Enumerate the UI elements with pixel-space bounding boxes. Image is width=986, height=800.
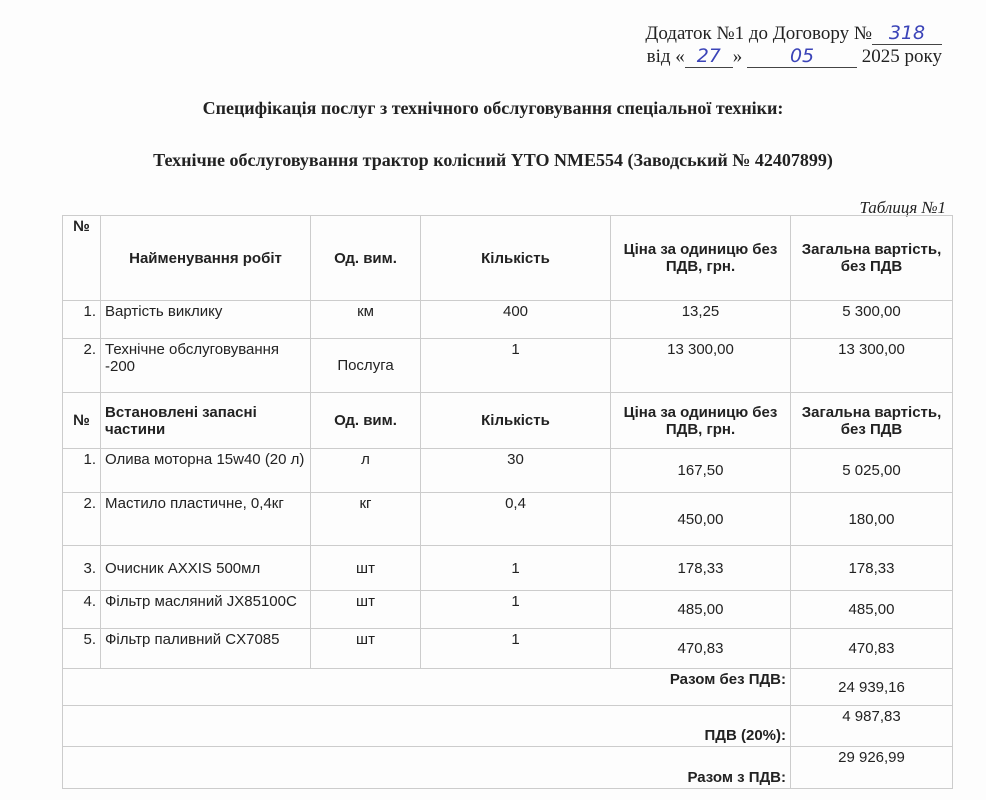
document-title: Специфікація послуг з технічного обслуговування спеціальної техніки: [202,98,784,118]
vat-value: 4 987,83 [791,706,953,747]
vat-label: ПДВ (20%): [63,706,791,747]
cell-unit: шт [311,591,421,629]
header-cell: Од. вим. [311,216,421,301]
cell-total: 5 300,00 [791,301,953,339]
cell-price: 178,33 [611,546,791,591]
cell-total: 180,00 [791,493,953,546]
cell-unit: кг [311,493,421,546]
table-row [63,449,953,493]
header-cell: Од. вим. [311,393,421,449]
header-cell: Кількість [421,393,611,449]
cell-price: 13 300,00 [611,339,791,393]
header-cell: Кількість [421,216,611,301]
cell-no: 4. [63,591,101,629]
cell-unit: км [311,301,421,339]
header-cell: № [63,216,101,301]
cell-no: 3. [63,546,101,591]
cell-price: 470,83 [611,629,791,669]
cell-name: Очисник AXXIS 500мл [101,546,311,591]
cell-name: Фільтр паливний CX7085 [101,629,311,669]
date-quote: » [732,46,743,67]
table-label: Таблиця №1 [859,198,946,217]
total-row [63,669,953,706]
cell-qty: 1 [421,591,611,629]
cell-total: 485,00 [791,591,953,629]
header-cell: № [63,393,101,449]
total-label: Разом без ПДВ: [63,669,791,706]
cell-total: 13 300,00 [791,339,953,393]
grand-total-value: 29 926,99 [791,747,953,789]
cell-no: 5. [63,629,101,669]
contract-number: 318 [872,22,942,45]
document-subtitle: Технічне обслуговування трактор колісний YTO NME554 (Заводський № 42407899) [153,150,833,170]
header-cell: Загальна вартість, без ПДВ [791,393,953,449]
cell-qty: 0,4 [421,493,611,546]
parts-header-row [63,393,953,449]
cell-name: Мастило пластичне, 0,4кг [101,493,311,546]
cell-name: Олива моторна 15w40 (20 л) [101,449,311,493]
date-day: 27 [685,45,733,68]
total-value: 24 939,16 [791,669,953,706]
cell-qty: 1 [421,546,611,591]
cell-qty: 30 [421,449,611,493]
cell-total: 178,33 [791,546,953,591]
cell-price: 485,00 [611,591,791,629]
table-row [63,339,953,393]
grand-total-label: Разом з ПДВ: [63,747,791,789]
header-cell: Ціна за одиницю без ПДВ, грн. [611,393,791,449]
cell-qty: 400 [421,301,611,339]
cell-unit: Послуга [311,339,421,393]
cell-name: Фільтр масляний JX85100C [101,591,311,629]
table-row [63,629,953,669]
table-row [63,493,953,546]
cell-no: 1. [63,301,101,339]
table-row [63,546,953,591]
cell-total: 470,83 [791,629,953,669]
cell-unit: л [311,449,421,493]
grand-total-row [63,747,953,789]
cell-qty: 1 [421,629,611,669]
table-row [63,591,953,629]
appendix-header [645,22,942,68]
header-cell: Ціна за одиницю без ПДВ, грн. [611,216,791,301]
header-cell: Найменування робіт [101,216,311,301]
cell-name: Вартість виклику [101,301,311,339]
cell-total: 5 025,00 [791,449,953,493]
cell-no: 2. [63,339,101,393]
works-header-row [63,216,953,301]
cell-name: Технічне обслуговування -200 [101,339,311,393]
date-month: 05 [747,45,857,68]
date-year: 2025 року [861,46,942,67]
specification-table [62,215,953,789]
cell-no: 2. [63,493,101,546]
cell-price: 13,25 [611,301,791,339]
cell-unit: шт [311,629,421,669]
cell-unit: шт [311,546,421,591]
header-cell: Встановлені запасні частини [101,393,311,449]
appendix-line1: Додаток №1 до Договору № [645,23,872,44]
table-row [63,301,953,339]
vat-row [63,706,953,747]
cell-no: 1. [63,449,101,493]
cell-price: 450,00 [611,493,791,546]
header-cell: Загальна вартість, без ПДВ [791,216,953,301]
cell-qty: 1 [421,339,611,393]
cell-price: 167,50 [611,449,791,493]
date-prefix: від « [646,46,685,67]
